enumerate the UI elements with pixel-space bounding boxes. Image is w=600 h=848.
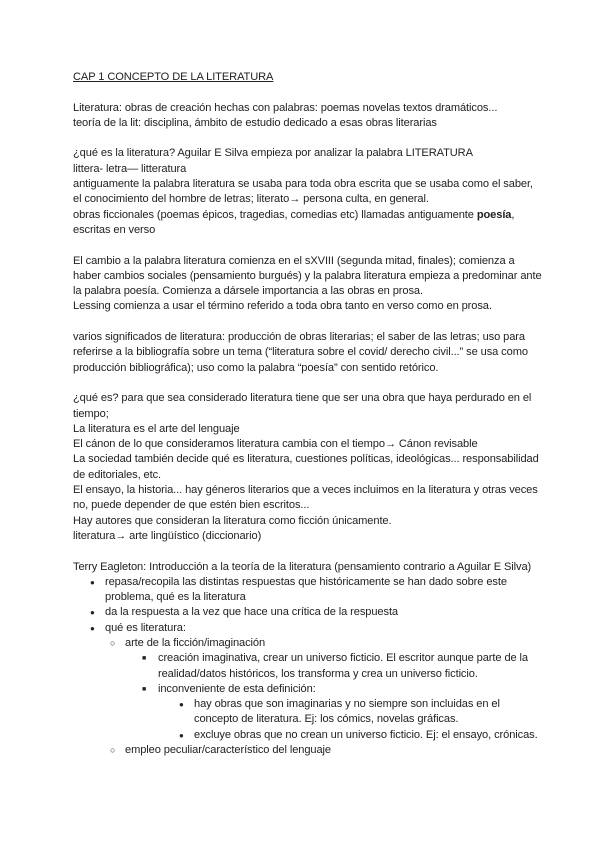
list-item: ● hay obras que son imaginarias y no siempre son incluidas en el concepto de literatura. Ej: los cómics, novelas gráficas. — [194, 697, 543, 728]
list-item — [158, 682, 543, 743]
sub-list — [105, 636, 543, 758]
page-title: CAP 1 CONCEPTO DE LA LITERATURA — [73, 71, 274, 83]
sub-sub-list — [125, 651, 543, 743]
paragraph-canon: El cánon de lo que consideramos literatura cambia con el tiempo→ Cánon revisable — [73, 438, 478, 451]
list-item: ● da la respuesta a la vez que hace una crítica de la respuesta — [105, 605, 543, 620]
paragraph-question: ¿qué es la literatura? Aguilar E Silva empieza por analizar la palabra LITERATURA — [73, 147, 473, 160]
list-item-label: qué es literatura: — [105, 621, 186, 634]
list-item-label: arte de la ficción/imaginación — [125, 636, 266, 649]
paragraph-definition: Literatura: obras de creación hechas con palabras: poemas novelas textos dramáticos... — [73, 101, 498, 114]
document-page — [73, 70, 543, 758]
list-item: ● repasa/recopila las distintas respuestas que históricamente se han dado sobre este problema, qué es la literatura — [105, 575, 543, 606]
paragraph-fiction — [73, 208, 543, 239]
bullet-list — [73, 575, 543, 759]
list-item: ○ empleo peculiar/característico del lenguaje — [125, 743, 543, 758]
paragraph-essay: El ensayo, la historia... hay géneros literarios que a veces incluimos en la literatura y otras veces no, puede depender de que estén bien escritos... — [73, 484, 538, 512]
paragraph-lessing: Lessing comienza a usar el término referido a toda obra tanto en verso como en prosa. — [73, 300, 492, 313]
fiction-text-end: , escritas en verso — [73, 208, 515, 236]
paragraph-society: La sociedad también decide qué es literatura, cuestiones políticas, ideológicas... responsabilidad de editoriales, etc. — [73, 453, 539, 481]
poesia-bold: poesía — [476, 208, 512, 221]
paragraph-theory: teoría de la lit: disciplina, ámbito de estudio dedicado a esas obras literarias — [73, 116, 437, 129]
list-item: ● excluye obras que no crean un universo ficticio. Ej: el ensayo, crónicas. — [194, 728, 543, 743]
paragraph-art: La literatura es el arte del lenguaje — [73, 422, 240, 435]
list-item — [125, 636, 543, 743]
list-item-label: inconveniente de esta definición: — [158, 682, 316, 695]
paragraph-authors: Hay autores que consideran la literatura como ficción únicamente. — [73, 514, 392, 527]
paragraph-change: El cambio a la palabra literatura comienza en el sXVIII (segunda mitad, finales); comienza a haber cambios sociales (pensamiento burgués) y la palabra literatura empieza a predominar ante la palabra poesía. Comienza a dársele importancia a las obras en prosa. — [73, 254, 542, 298]
paragraph-antiquity: antiguamente la palabra literatura se usaba para toda obra escrita que se usaba como el saber, el conocimiento del hombre de letras; literato→ persona culta, en general. — [73, 178, 533, 206]
paragraph-eagleton: Terry Eagleton: Introducción a la teoría de la literatura (pensamiento contrario a Aguilar E Silva) — [73, 560, 532, 573]
list-item — [105, 621, 543, 759]
fiction-text: obras ficcionales (poemas épicos, tragedias, comedias etc) llamadas antiguamente — [73, 208, 477, 221]
paragraph-what-is: ¿qué es? para que sea considerado literatura tiene que ser una obra que haya perdurado en el tiempo; — [73, 392, 532, 420]
paragraph-etymology: littera- letra— litteratura — [73, 162, 187, 175]
paragraph-meanings: varios significados de literatura: producción de obras literarias; el saber de las letras; uso para referirse a la bibliografía sobre un tema (“literatura sobre el covid/ derecho civil...” se usa como producción bibliográfica); uso como la palabra “poesía” con sentido retórico. — [73, 331, 528, 374]
paragraph-dictionary: literatura→ arte lingüístico (diccionario) — [73, 529, 262, 542]
deep-list — [158, 697, 543, 743]
list-item: ■ creación imaginativa, crear un universo ficticio. El escritor aunque parte de la realidad/datos históricos, los transforma y crea un universo ficticio. — [158, 651, 543, 682]
